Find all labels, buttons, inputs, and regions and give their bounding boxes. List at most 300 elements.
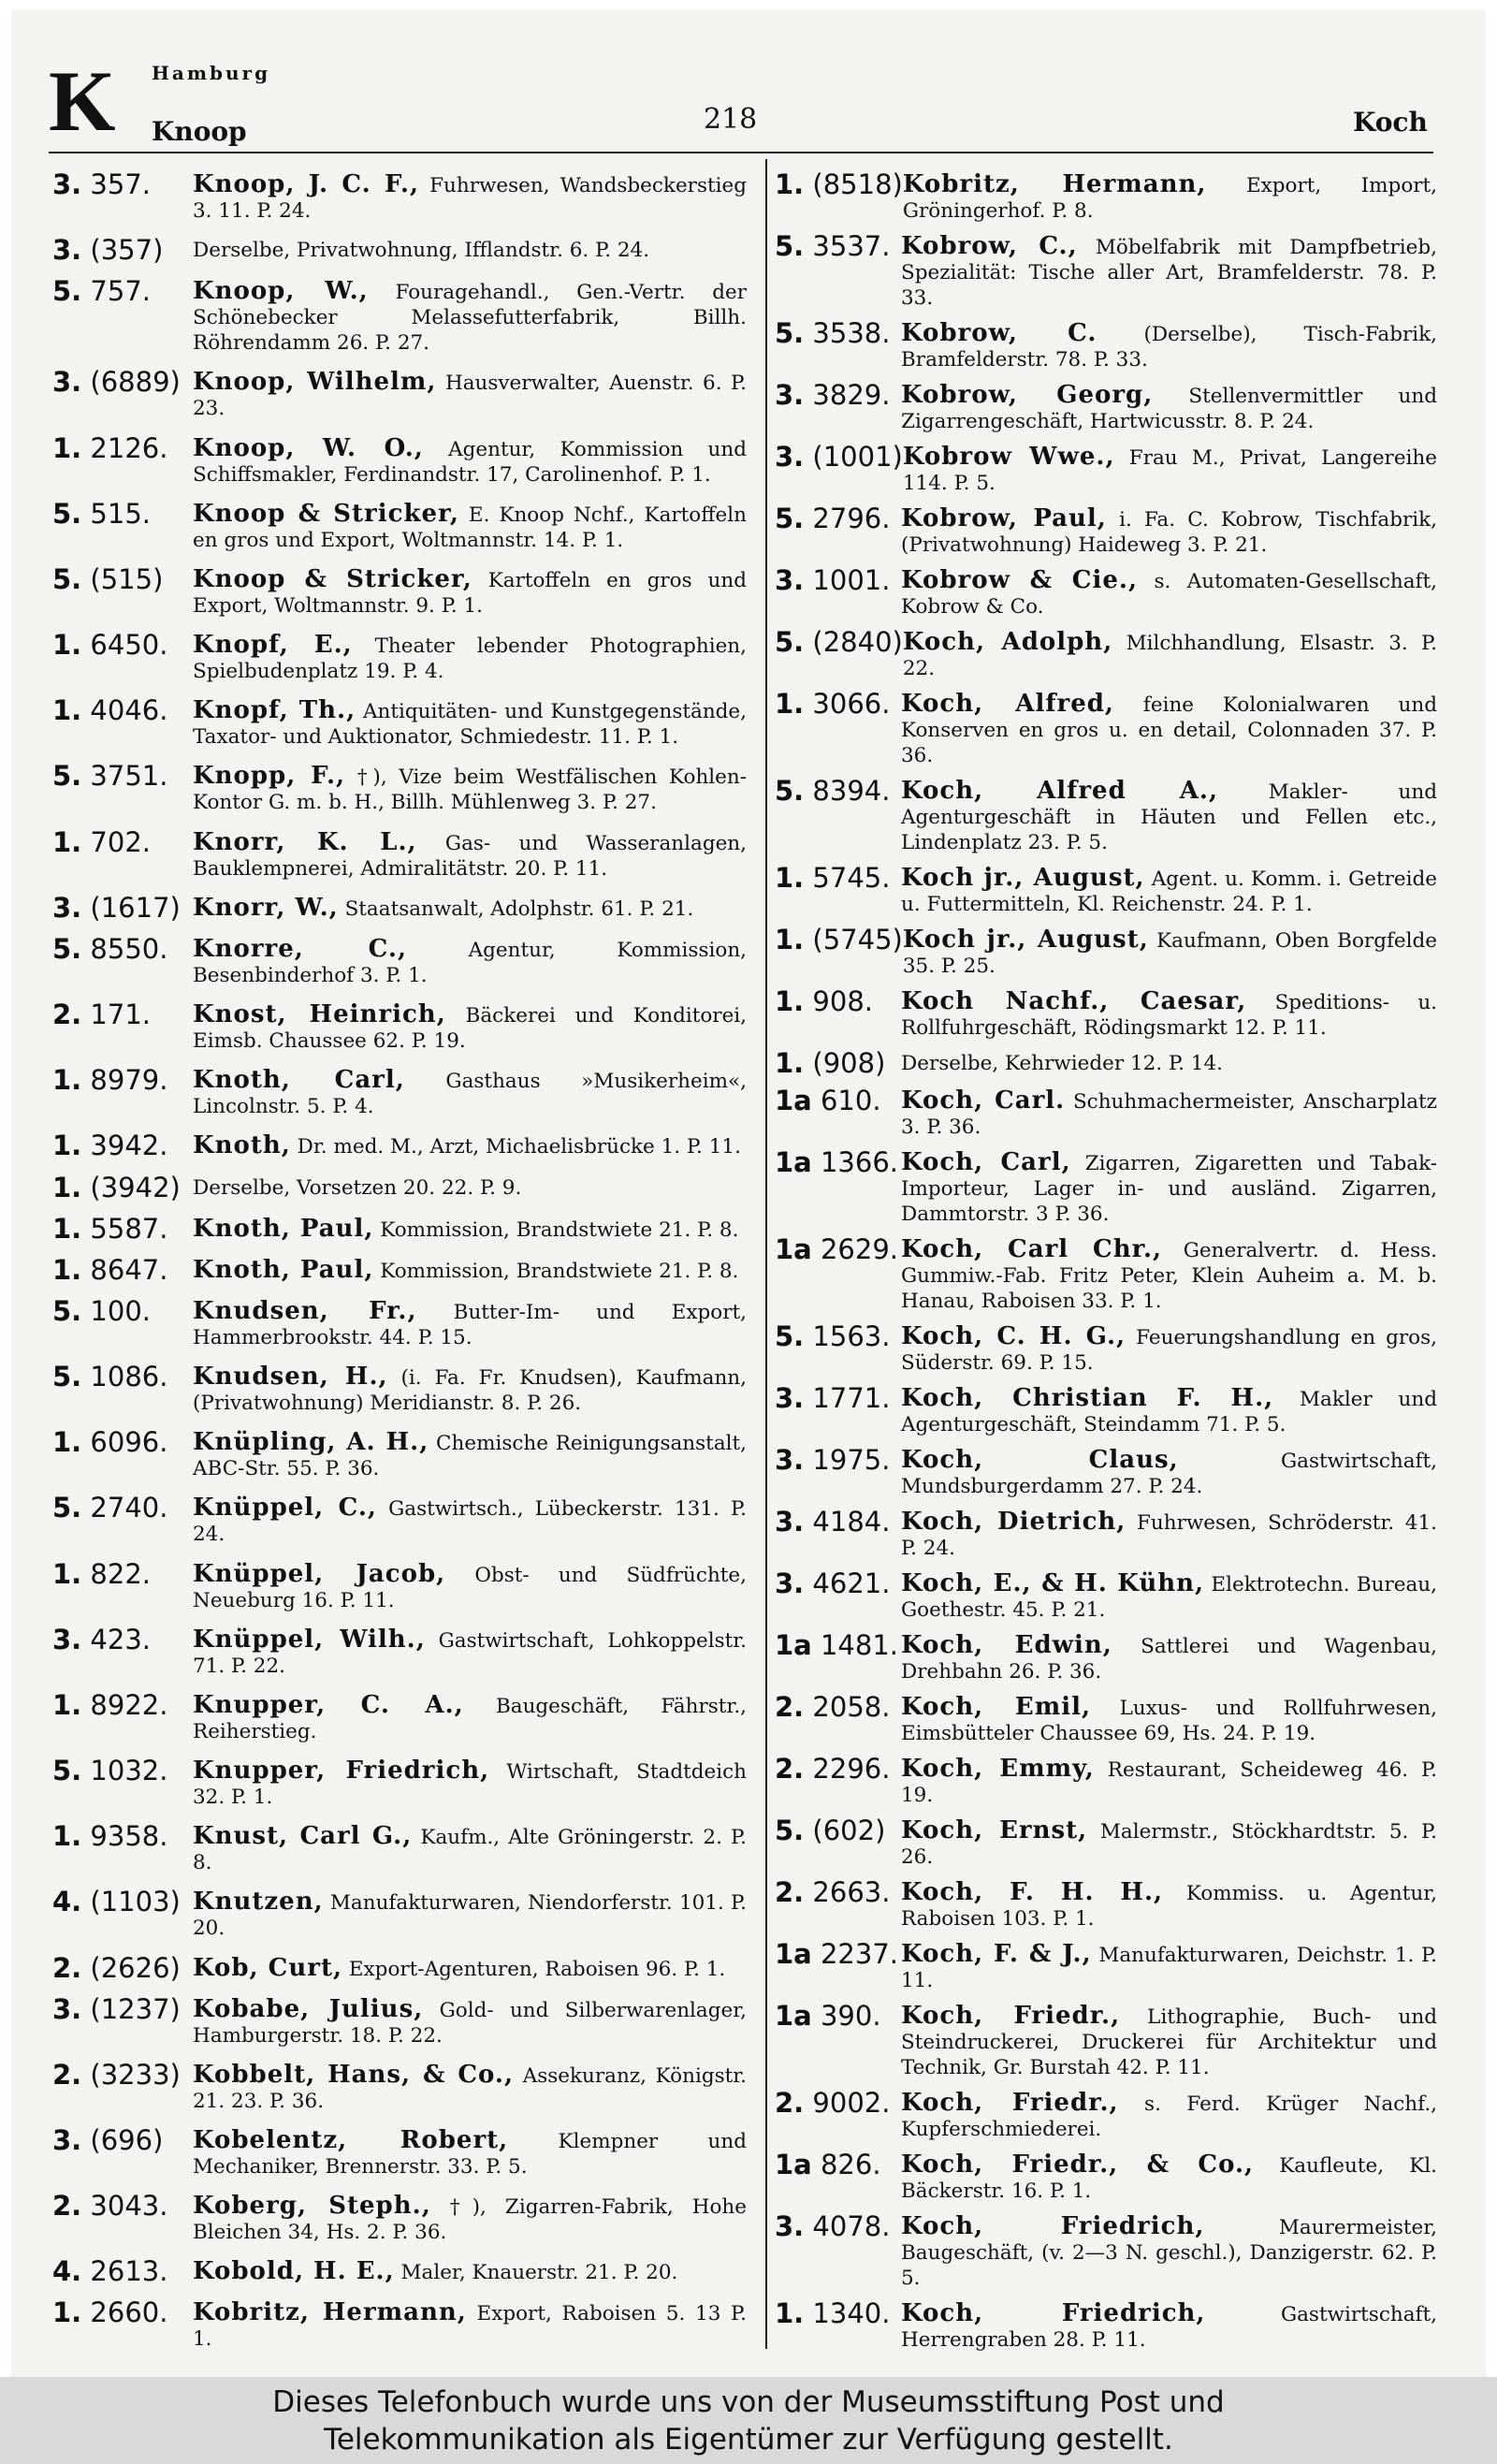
phone-number [775,777,901,806]
subscriber-number: (357) [90,234,164,267]
phone-number [775,443,903,472]
subscriber-details: Gastwirtschaft, Lohkoppelstr. 71. P. 22. [193,1628,747,1678]
entry-text [901,690,1437,768]
entry-text [193,1363,747,1416]
entry-text [193,696,747,750]
phone-number [52,2298,193,2327]
subscriber-name: Koch jr., August, [902,926,1149,954]
phone-number [52,1131,193,1160]
exchange-code: 5. [52,1492,82,1524]
exchange-code: 5. [52,497,82,530]
subscriber-number: (1237) [90,1992,181,2025]
subscriber-name: Knoop, J. C. F., [193,170,419,198]
subscriber-number: 9358. [90,1820,168,1853]
phone-number [775,1569,901,1598]
entry-text [193,236,747,263]
subscriber-number: 2126. [90,431,168,464]
phone-number [775,2089,901,2118]
exchange-code: 1. [52,825,82,858]
subscriber-details: Kommission, Brandstwiete 21. P. 8. [380,1217,739,1242]
subscriber-details: Gas- und Wasseranlagen, Bauklempnerei, Admiralitätstr. 20. P. 11. [193,831,747,881]
phone-number [52,368,193,397]
directory-entry [775,1086,1437,1140]
exchange-code: 1. [52,1253,82,1286]
exchange-code: 3. [775,441,805,473]
subscriber-name: Knoop & Stricker, [193,564,472,593]
directory-entry [52,762,747,815]
phone-number [775,566,901,595]
subscriber-name: Koch, Emil, [901,1693,1092,1721]
subscriber-number: 3043. [90,2190,168,2223]
phone-number [775,690,901,719]
phone-number [775,926,903,955]
subscriber-number: 1340. [812,2297,891,2329]
subscriber-name: Kobrow & Cie., [901,566,1138,594]
entry-text [901,1569,1437,1623]
subscriber-number: (1617) [90,891,181,924]
subscriber-number: 3537. [812,230,891,262]
subscriber-number: 2613. [90,2255,168,2288]
subscriber-details: Baugeschäft, Fährstr., Reiherstieg. [193,1694,747,1743]
subscriber-details: Makler und Agenturgeschäft, Steindamm 71. P. 5. [901,1388,1437,1436]
phone-number [775,864,901,893]
entry-text [193,1494,747,1547]
entry-text [903,628,1437,681]
subscriber-details: Fuhrwesen, Wandsbeckerstieg 3. 11. P. 24. [193,174,747,223]
entry-text [901,2151,1437,2204]
exchange-code: 3. [52,234,82,267]
phone-number [775,987,901,1016]
directory-entry [775,1049,1437,1078]
entry-text [903,443,1437,496]
subscriber-name: Knudsen, Fr., [193,1296,417,1325]
directory-entry [52,1066,747,1119]
entry-text [901,2002,1437,2080]
subscriber-details: Klempner und Mechaniker, Brennerstr. 33. P. 5. [193,2130,747,2179]
entry-text [901,1878,1437,1932]
phone-number [775,2002,901,2031]
phone-number [52,932,193,965]
phone-number [775,504,901,533]
subscriber-number: 1086. [90,1361,168,1393]
entry-text [901,2299,1437,2353]
exchange-code: 2. [775,2087,805,2119]
subscriber-name: Koch, C. H. G., [901,1322,1126,1350]
subscriber-details: Restaurant, Scheideweg 46. P. 19. [901,1758,1437,1807]
directory-entry [52,1212,747,1245]
subscriber-name: Koch, Christian F. H., [901,1384,1274,1412]
entry-text [901,987,1437,1041]
phone-number [775,628,903,657]
subscriber-number: 100. [90,1294,151,1327]
exchange-code: 5. [775,626,805,658]
phone-number [775,2151,901,2180]
exchange-code: 3. [52,891,82,924]
subscriber-details: Gasthaus »Musikerheim«, Lincolnstr. 5. P. 4. [193,1070,747,1119]
phone-number [775,1446,901,1475]
entry-text [901,1816,1437,1870]
entry-text [901,1940,1437,1993]
directory-entry [775,1384,1437,1437]
directory-entry [52,1253,747,1286]
directory-entry [52,932,747,988]
phone-number [52,1253,193,1286]
directory-entry [52,170,747,224]
exchange-code: 1a [775,2000,812,2032]
subscriber-details: Agent. u. Komm. i. Getreide u. Futtermitteln, Kl. Reichenstr. 24. P. 1. [901,868,1437,916]
subscriber-number: 822. [90,1557,151,1590]
directory-entry [52,1992,747,2048]
phone-number [775,1148,901,1177]
exchange-code: 1. [52,1171,82,1203]
subscriber-number: 515. [90,497,151,530]
phone-number [52,1494,193,1523]
entry-text [901,1508,1437,1561]
subscriber-details: Agentur, Kommission und Schiffsmakler, Ferdinandstr. 17, Carolinenhof. P. 1. [193,437,747,487]
exchange-code: 1. [775,924,805,955]
subscriber-details: Assekuranz, Königstr. 21. 23. P. 36. [193,2063,748,2113]
phone-number [52,497,193,530]
subscriber-details: Sattlerei und Wagenbau, Drehbahn 26. P. 36. [901,1635,1437,1684]
entry-text [193,894,747,922]
footer-notice [0,2377,1497,2464]
subscriber-details: Obst- und Südfrüchte, Neueburg 16. P. 11. [193,1563,747,1612]
exchange-code: 5. [52,562,82,595]
entry-text [901,232,1437,311]
directory-entry [52,2192,747,2245]
subscriber-details: Fuhrwesen, Schröderstr. 41. P. 24. [901,1511,1437,1560]
subscriber-details: Dr. med. M., Arzt, Michaelisbrücke 1. P. 11. [297,1135,741,1159]
exchange-code: 1. [52,1064,82,1097]
subscriber-number: (3233) [90,2058,181,2091]
phone-number [52,1822,193,1851]
phone-number [775,319,901,348]
directory-entry [52,891,747,924]
entry-text [193,1757,747,1810]
subscriber-details: Feuerungshandlung en gros, Süderstr. 69. P. 15. [901,1326,1437,1375]
subscriber-name: Kobritz, Hermann, [902,170,1207,198]
exchange-code: 1. [775,2297,805,2329]
directory-entry [52,236,747,265]
subscriber-name: Kobrow, C. [901,319,1097,347]
entry-text [193,1256,747,1284]
subscriber-name: Koch, F. H. H., [901,1878,1164,1906]
subscriber-number: 757. [90,275,151,308]
subscriber-number: 2058. [812,1691,891,1723]
subscriber-details: Bäckerei und Konditorei, Eimsb. Chaussee 62. P. 19. [193,1004,747,1054]
subscriber-number: 357. [90,168,151,200]
subscriber-number: (5745) [812,924,903,955]
subscriber-details: Staatsanwalt, Adolphstr. 61. P. 21. [344,897,694,921]
directory-entry [775,1631,1437,1684]
directory-entry [775,381,1437,434]
directory-entry [775,864,1437,917]
subscriber-number: (696) [90,2124,164,2156]
directory-entry [775,1816,1437,1870]
subscriber-name: Knopp, F., [193,762,346,791]
directory-entry [52,1688,747,1744]
entry-text [193,368,747,421]
directory-entry [775,319,1437,372]
exchange-code: 3. [52,168,82,200]
exchange-code: 5. [775,1815,805,1846]
directory-entry [775,926,1437,979]
entry-text [901,319,1437,372]
subscriber-name: Knopf, E., [193,631,353,660]
entry-text [193,1626,747,1679]
directory-entry [775,2299,1437,2353]
phone-number [52,2058,193,2091]
city-name: Hamburg [152,62,271,84]
entry-text [901,1235,1437,1314]
subscriber-details: Milchhandlung, Elsastr. 3. P. 22. [902,632,1437,680]
subscriber-details: feine Kolonialwaren und Konserven en gros u. en detail, Colonnaden 37. P. 36. [901,693,1437,767]
exchange-code: 1. [52,431,82,464]
exchange-code: 5. [775,230,805,262]
subscriber-details: Kaufmann, Oben Borgfelde 35. P. 25. [902,929,1437,978]
phone-number [52,825,193,858]
subscriber-number: (3942) [90,1171,181,1203]
exchange-code: 5. [52,932,82,965]
exchange-code: 3. [775,1444,805,1476]
directory-entry [775,1693,1437,1746]
entry-text [193,1066,747,1119]
entry-text [903,170,1437,224]
entry-text [193,1888,747,1941]
subscriber-name: Koch, Carl Chr., [901,1235,1163,1263]
phone-number [775,232,901,261]
phone-number [52,1428,193,1457]
subscriber-name: Koch, Friedr., & Co., [901,2151,1255,2179]
exchange-code: 1a [775,1233,812,1265]
subscriber-name: Knüpling, A. H., [193,1428,429,1457]
directory-entry [52,1171,747,1203]
subscriber-name: Koch, Friedrich, [901,2212,1205,2240]
subscriber-number: 3942. [90,1130,168,1162]
subscriber-name: Knutzen, [193,1888,324,1917]
footer-line-2: Telekommunikation als Eigentümer zur Verfügung gestellt. [324,2422,1173,2457]
exchange-code: 2. [52,1951,82,1984]
entry-text [901,1086,1437,1140]
exchange-code: 3. [52,1992,82,2025]
subscriber-details: Derselbe, Vorsetzen 20. 22. P. 9. [193,1175,522,1200]
entry-text [193,2257,747,2285]
subscriber-number: 9002. [812,2087,891,2119]
phone-number [52,170,193,199]
subscriber-details: s. Automaten-Gesellschaft, Kobrow & Co. [901,570,1437,619]
exchange-code: 1a [775,2149,812,2180]
exchange-code: 1a [775,1146,812,1178]
exchange-code: 5. [52,1755,82,1787]
directory-entry [775,443,1437,496]
exchange-code: 1a [775,1938,812,1970]
subscriber-number: 1563. [812,1320,891,1352]
entry-text [193,565,747,619]
exchange-code: 5. [52,1294,82,1327]
subscriber-number: 8647. [90,1253,168,1286]
subscriber-number: 4046. [90,694,168,727]
entry-text [901,2089,1437,2142]
directory-entry [52,631,747,684]
phone-number [52,1992,193,2025]
phone-number [52,1066,193,1095]
directory-entry [775,1508,1437,1561]
entry-text [901,1049,1437,1076]
exchange-code: 1. [52,1820,82,1853]
entry-text [193,1215,747,1243]
exchange-code: 3. [52,2124,82,2156]
subscriber-number: 8979. [90,1064,168,1097]
subscriber-name: Knorr, W., [193,893,339,922]
exchange-code: 3. [775,1506,805,1538]
subscriber-details: Fouragehandl., Gen.-Vertr. der Schönebecker Melassefutterfabrik, Billh. Röhrendamm 26. P. 27. [193,281,747,356]
subscriber-number: 6450. [90,629,168,662]
subscriber-details: Speditions- u. Rollfuhrgeschäft, Rödingsmarkt 12. P. 11. [901,991,1437,1040]
subscriber-details: Möbelfabrik mit Dampfbetrieb, Spezialität: Tische aller Art, Bramfelderstr. 78. P. 33. [901,236,1437,310]
subscriber-name: Kobrow Wwe., [902,443,1115,471]
directory-entry [52,431,747,488]
phone-number [775,1049,901,1078]
exchange-code: 1. [775,168,805,200]
subscriber-details: Stellenvermittler und Zigarrengeschäft, Hartwicusstr. 8. P. 24. [901,385,1437,433]
exchange-code: 5. [775,1320,805,1352]
directory-entry [775,628,1437,681]
directory-entry [775,1940,1437,1993]
entry-text [193,1428,747,1481]
phone-number [52,1623,193,1655]
phone-number [52,1688,193,1721]
subscriber-details: Makler- und Agenturgeschäft in Häuten und Fellen etc., Lindenplatz 23. P. 5. [901,780,1437,854]
subscriber-name: Koch, Alfred, [901,690,1114,718]
phone-number [775,1816,901,1845]
subscriber-name: Koch, Friedr., [901,2089,1119,2117]
exchange-code: 1. [52,1426,82,1459]
subscriber-name: Koch, Dietrich, [901,1508,1126,1536]
subscriber-name: Knopf, Th., [193,696,356,725]
exchange-code: 2. [52,2190,82,2223]
directory-entry [52,1428,747,1481]
subscriber-name: Knoth, Paul, [193,1255,374,1284]
subscriber-number: 423. [90,1623,151,1655]
subscriber-number: 4078. [812,2210,891,2242]
entry-text [901,1384,1437,1437]
subscriber-details: E. Knoop Nchf., Kartoffeln en gros und Export, Woltmannstr. 14. P. 1. [193,503,747,552]
subscriber-details: Kommission, Brandstwiete 21. P. 8. [380,1259,739,1283]
subscriber-number: (1103) [90,1886,181,1918]
subscriber-details: Kaufleute, Kl. Bäckerstr. 16. P. 1. [901,2154,1437,2203]
directory-entry [52,1757,747,1810]
exchange-code: 2. [52,999,82,1031]
phone-number [52,562,193,595]
phone-number [52,1363,193,1392]
directory-entry [775,2212,1437,2291]
subscriber-number: 1001. [812,564,891,596]
subscriber-details: Chemische Reinigungsanstalt, ABC-Str. 55. P. 36. [193,1432,747,1481]
phone-number [775,1322,901,1351]
subscriber-details: Derselbe, Kehrwieder 12. P. 14. [901,1052,1223,1075]
subscriber-details: Antiquitäten- und Kunstgegenstände, Taxator- und Auktionator, Schmiedestr. 11. P. 1. [193,700,747,750]
subscriber-number: 390. [820,2000,881,2032]
subscriber-number: 1771. [812,1382,891,1414]
exchange-code: 1. [775,1047,805,1079]
subscriber-name: Kobrow, Georg, [901,381,1154,409]
exchange-code: 1. [52,694,82,727]
entry-text [193,170,747,224]
entry-text [901,504,1437,558]
subscriber-name: Koberg, Steph., [193,2192,431,2221]
directory-entry [52,696,747,750]
subscriber-details: Agentur, Kommission, Besenbinderhof 3. P. 1. [193,938,747,987]
subscriber-details: Maurermeister, Baugeschäft, (v. 2—3 N. geschl.), Danzigerstr. 62. P. 5. [901,2216,1437,2290]
entry-text [193,500,747,553]
phone-number [775,381,901,410]
exchange-code: 4. [52,2255,82,2288]
subscriber-name: Knoop & Stricker, [193,499,459,528]
subscriber-name: Koch, Friedr., [901,2002,1121,2030]
exchange-code: 1. [775,862,805,894]
exchange-code: 2. [775,1753,805,1785]
directory-entry [775,987,1437,1041]
exchange-code: 5. [52,760,82,793]
footer-line-1: Dieses Telefonbuch wurde uns von der Museumsstiftung Post und [272,2384,1225,2419]
subscriber-details: †), Vize beim Westfälischen Kohlen-Kontor G. m. b. H., Billh. Mühlenweg 3. P. 27. [193,765,747,815]
subscriber-number: (6889) [90,366,181,399]
exchange-code: 3. [52,1623,82,1655]
directory-entry [52,2126,747,2180]
subscriber-details: Kaufm., Alte Gröningerstr. 2. P. 8. [193,1826,747,1875]
entry-text [193,1131,747,1159]
right-running-head: Koch [1353,107,1428,138]
directory-entry [52,1494,747,1547]
entry-text [193,1297,747,1350]
phone-number [52,236,193,265]
subscriber-number: 908. [812,985,873,1017]
exchange-code: 1. [775,985,805,1017]
subscriber-name: Koch Nachf., Caesar, [901,987,1247,1015]
entry-text [193,277,747,356]
phone-number [52,1888,193,1917]
entry-text [193,828,747,882]
directory-entry [775,777,1437,855]
subscriber-name: Knupper, Friedrich, [193,1757,490,1786]
subscriber-name: Kobrow, C., [901,232,1078,260]
phone-number [52,696,193,725]
subscriber-number: 1481. [820,1629,898,1661]
directory-entry [775,504,1437,558]
subscriber-number: 8550. [90,932,168,965]
subscriber-name: Knoop, W., [193,277,369,306]
subscriber-name: Kob, Curt, [193,1953,343,1982]
subscriber-details: Elektrotechn. Bureau, Goethestr. 45. P. 21. [901,1573,1437,1622]
exchange-code: 1. [52,1130,82,1162]
subscriber-name: Knorre, C., [193,934,408,963]
entry-text [901,2212,1437,2291]
subscriber-details: Butter-Im- und Export, Hammerbrookstr. 44. P. 15. [193,1300,747,1349]
subscriber-name: Knüppel, Jacob, [193,1559,446,1588]
subscriber-number: (2840) [812,626,903,658]
subscriber-number: 4621. [812,1567,891,1599]
exchange-code: 5. [52,1361,82,1393]
directory-entry [52,1000,747,1054]
directory-entry [775,1569,1437,1623]
directory-page [11,9,1486,2377]
subscriber-number: 702. [90,825,151,858]
entry-text [901,1693,1437,1746]
entry-text [193,2061,747,2114]
section-letter: K [49,53,114,149]
entry-text [901,777,1437,855]
directory-entry [52,1294,747,1350]
